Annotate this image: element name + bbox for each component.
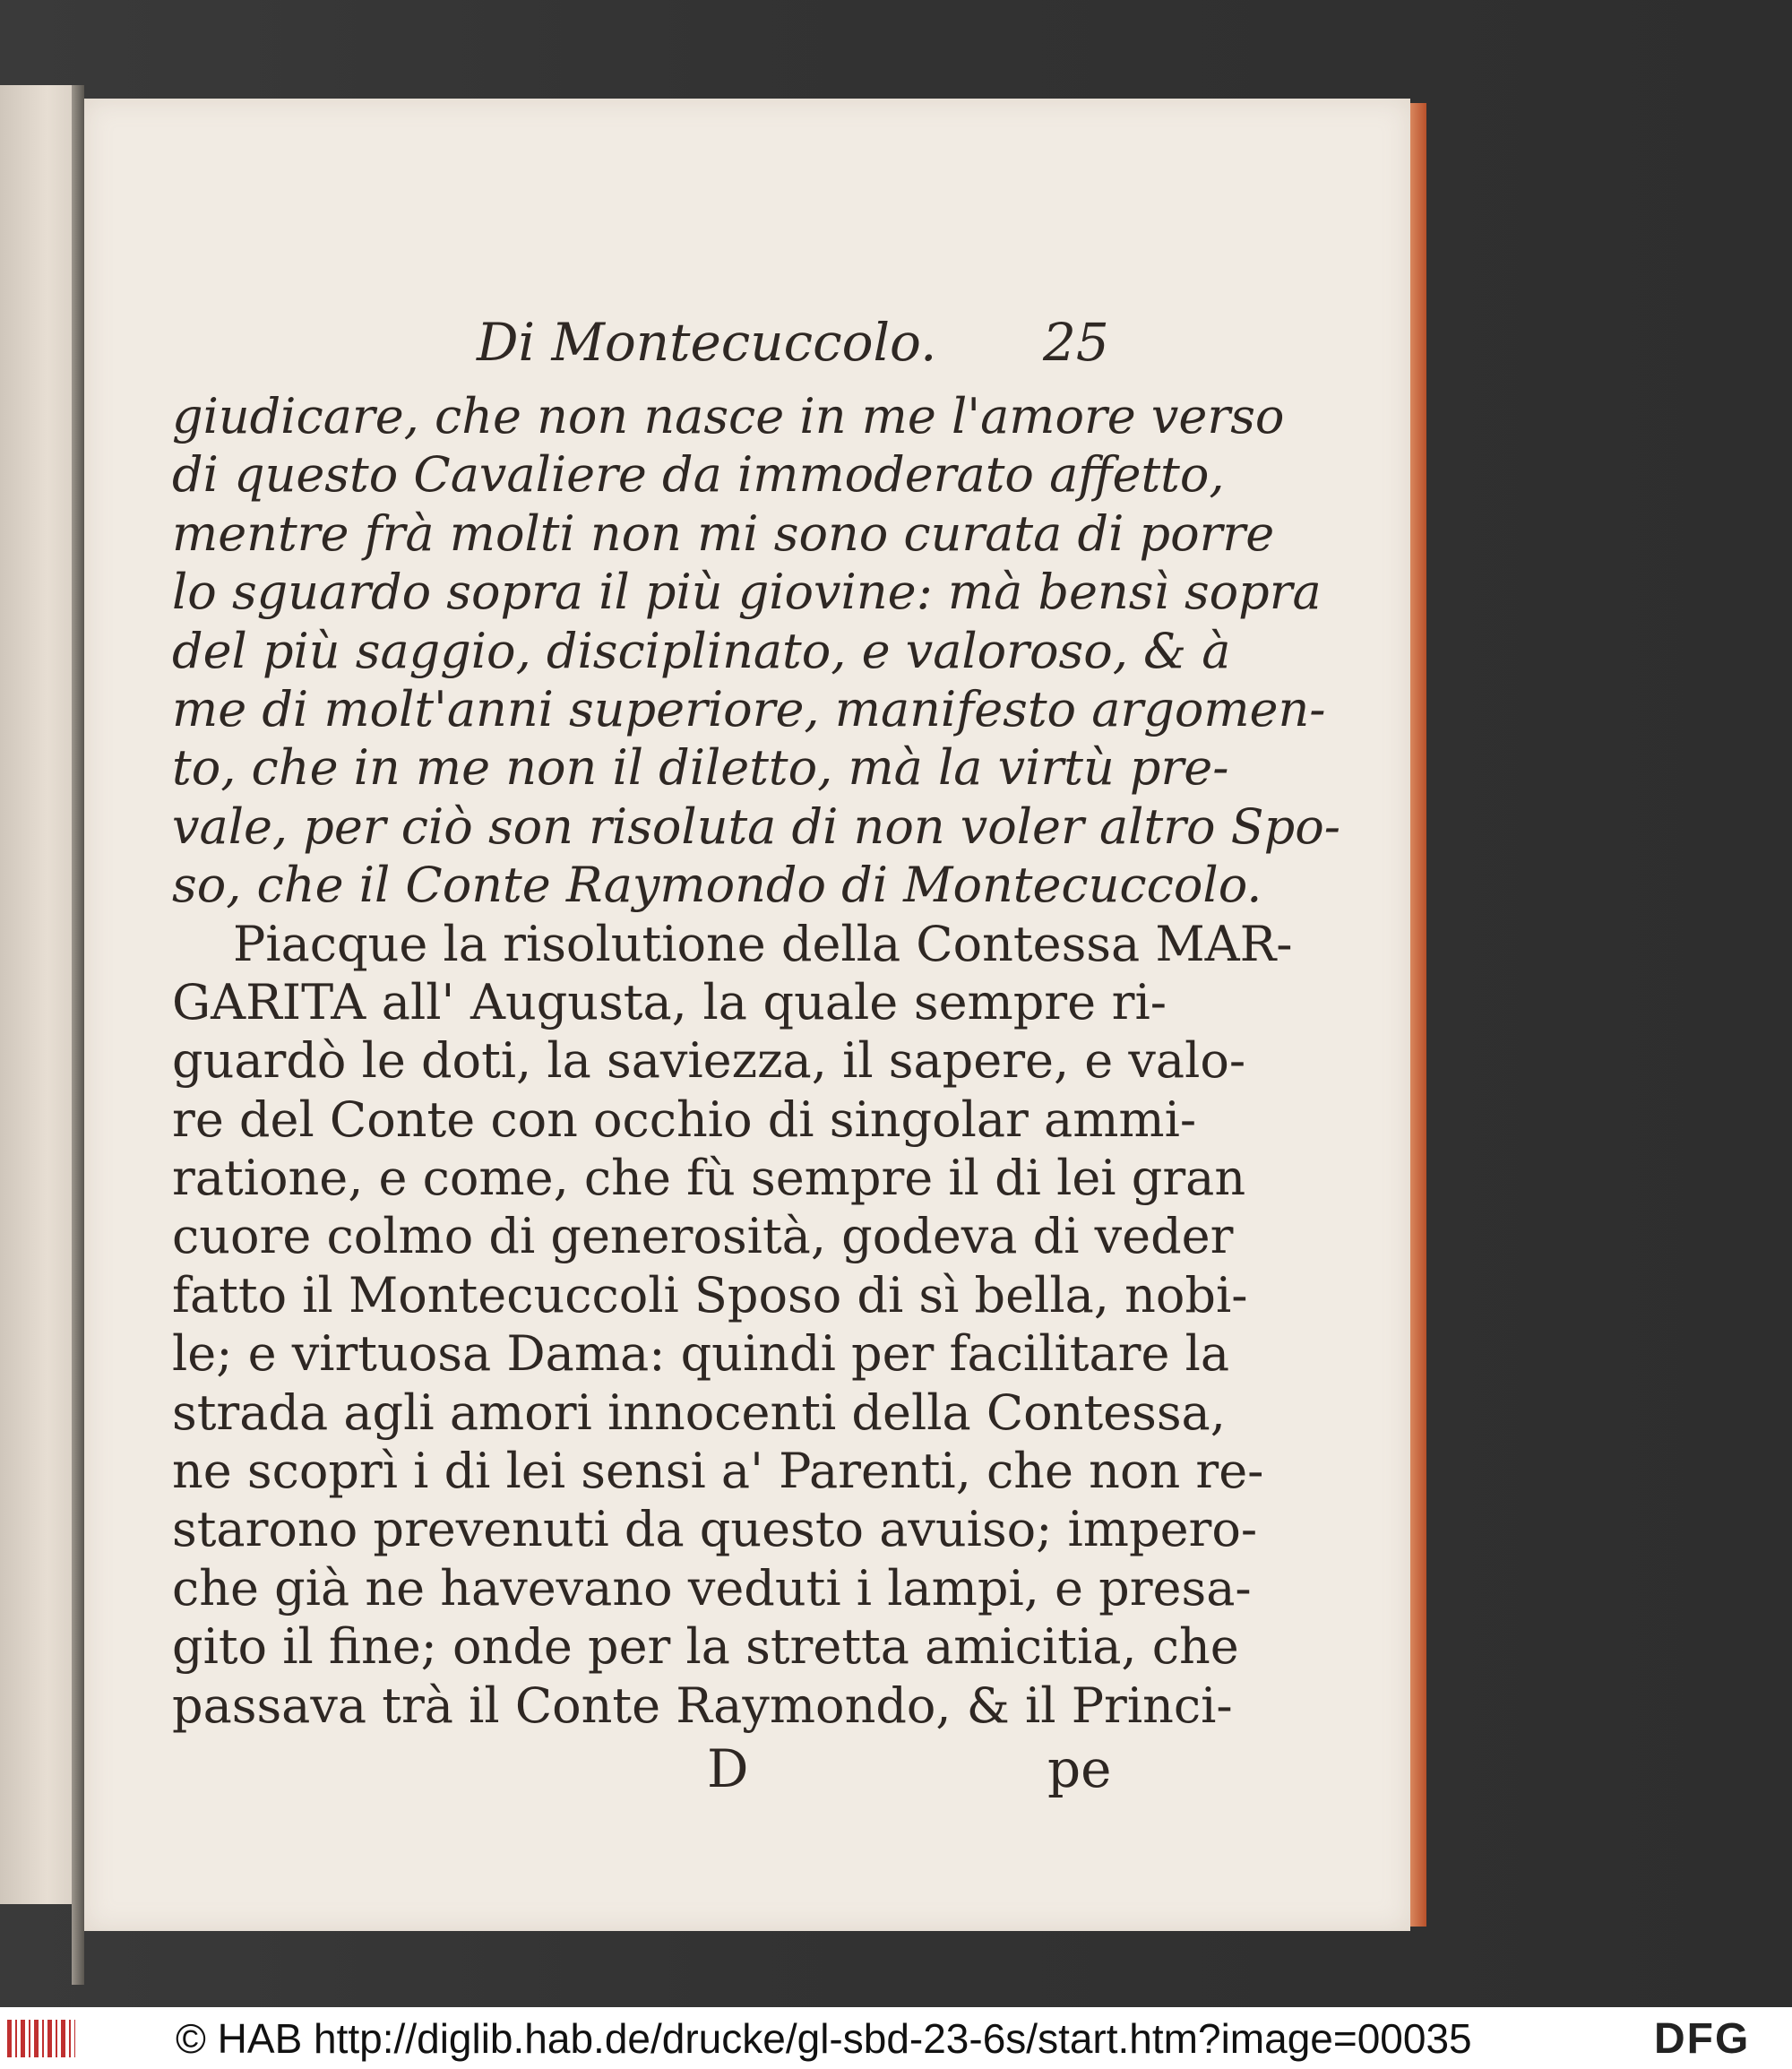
page-edge xyxy=(1410,103,1426,1927)
text-line: guardò le doti, la saviezza, il sapere, e valo- xyxy=(172,1032,1246,1090)
text-line: che già ne havevano veduti i lampi, e presa- xyxy=(172,1559,1252,1616)
text-line: gito il fine; onde per la stretta amicitia, che xyxy=(172,1618,1239,1676)
dfg-logo: DFG xyxy=(1654,2015,1751,2063)
text-line: ne scoprì i di lei sensi a' Parenti, che non re- xyxy=(172,1443,1264,1500)
footer-bar xyxy=(0,2007,1792,2069)
text-line: so, che il Conte Raymondo di Montecuccolo. xyxy=(172,857,1262,914)
text-line: cuore colmo di generosità, godeva di veder xyxy=(172,1208,1234,1265)
facing-page xyxy=(0,85,79,1904)
text-line: starono prevenuti da questo avuiso; impero- xyxy=(172,1501,1258,1558)
text-line: vale, per ciò son risoluta di non voler altro Spo- xyxy=(172,797,1340,855)
page-gutter xyxy=(72,85,84,1985)
text-line: Piacque la risolutione della Contessa MAR- xyxy=(233,915,1293,972)
book-page xyxy=(84,99,1410,1931)
catchword: pe xyxy=(1047,1738,1112,1799)
text-line: di questo Cavaliere da immoderato affetto, xyxy=(172,446,1225,504)
text-line: to, che in me non il diletto, mà la virtù pre- xyxy=(172,739,1229,797)
text-line: GARITA all' Augusta, la quale sempre ri- xyxy=(172,973,1167,1030)
text-line: le; e virtuosa Dama: quindi per facilitare la xyxy=(172,1325,1230,1383)
text-line: mentre frà molti non mi sono curata di porre xyxy=(172,504,1275,562)
signature-mark: D xyxy=(707,1738,749,1799)
text-line: passava trà il Conte Raymondo, & il Princi- xyxy=(172,1677,1233,1734)
text-line: ratione, e come, che fù sempre il di lei gran xyxy=(172,1150,1246,1207)
text-line: me di molt'anni superiore, manifesto argomen- xyxy=(172,680,1326,737)
page-number: 25 xyxy=(1043,312,1109,373)
barcode-icon xyxy=(7,2020,75,2057)
body-text xyxy=(172,387,1340,1735)
text-line: giudicare, che non nasce in me l'amore verso xyxy=(172,388,1285,444)
roman-passage xyxy=(172,915,1293,1735)
italic-passage xyxy=(172,387,1340,915)
text-line: lo sguardo sopra il più giovine: mà bensì sopra xyxy=(172,564,1322,621)
text-line: re del Conte con occhio di singolar ammi- xyxy=(172,1091,1197,1148)
running-head-title: Di Montecuccolo. xyxy=(477,312,937,373)
source-credit[interactable]: © HAB http://diglib.hab.de/drucke/gl-sbd-23-6s/start.htm?image=00035 xyxy=(176,2015,1472,2062)
text-line: fatto il Montecuccoli Sposo di sì bella, nobi- xyxy=(172,1266,1248,1323)
text-line: strada agli amori innocenti della Contessa, xyxy=(172,1384,1226,1441)
text-line: del più saggio, disciplinato, e valoroso, & à xyxy=(172,622,1231,679)
